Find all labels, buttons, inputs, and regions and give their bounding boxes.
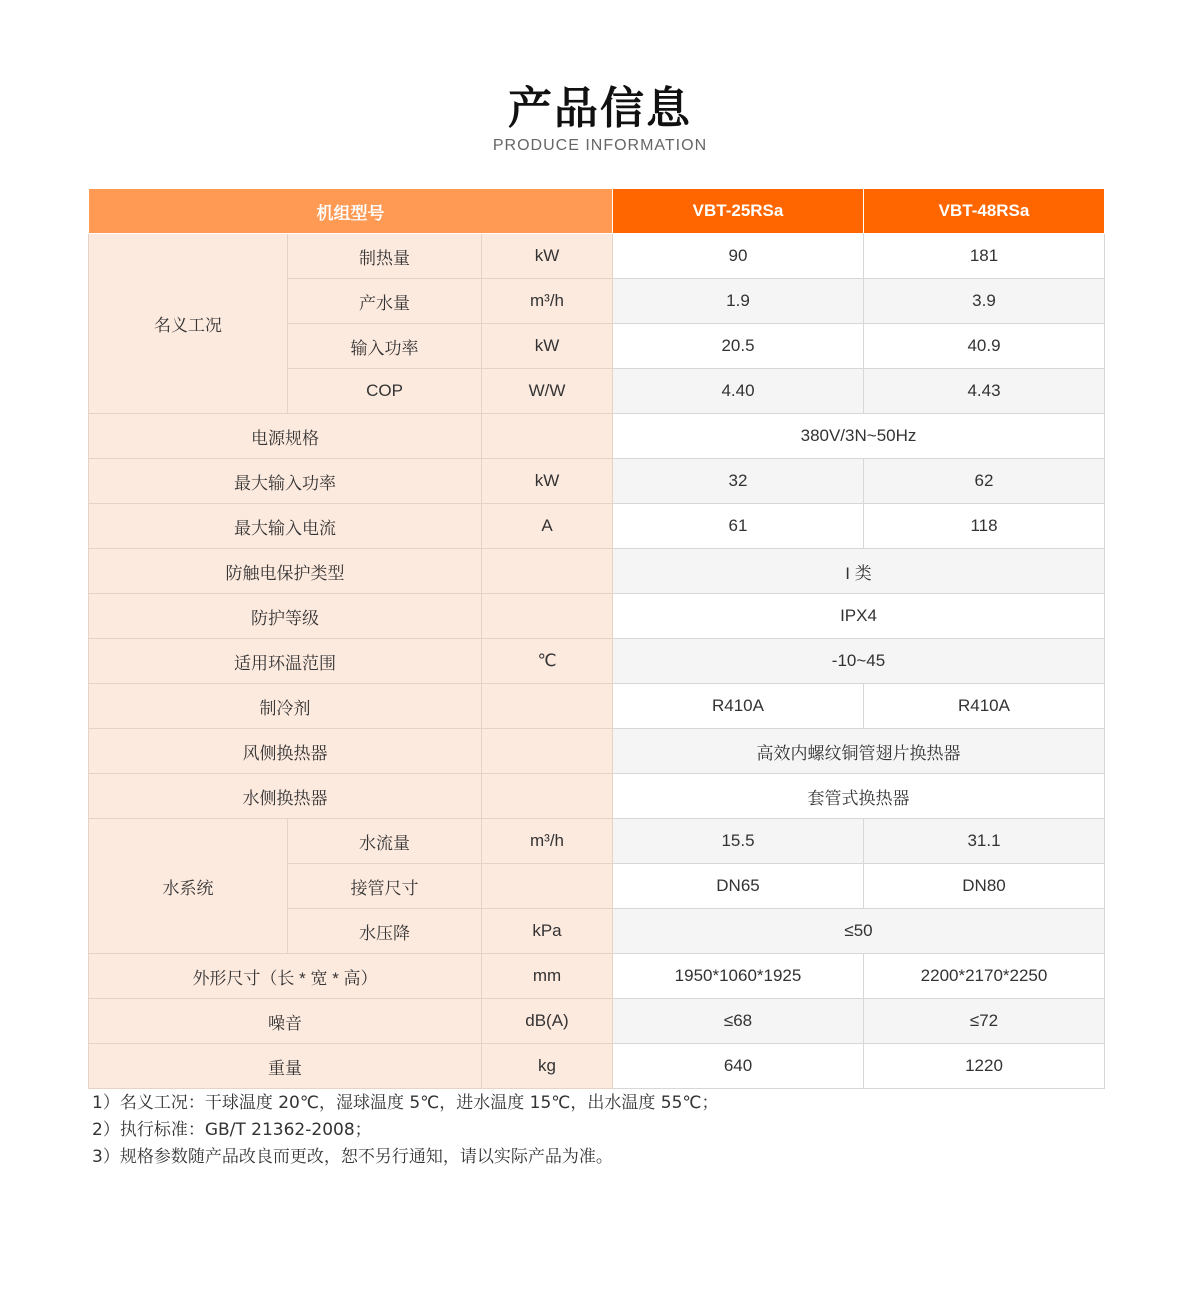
cell-model-2: ≤72 — [864, 999, 1105, 1044]
cell-model-1: DN65 — [613, 864, 864, 909]
row-unit: kW — [482, 324, 613, 369]
model-1-header: VBT-25RSa — [613, 189, 864, 234]
cell-model-1: 61 — [613, 504, 864, 549]
table-row — [89, 774, 1105, 819]
footnote-item: 1）名义工况：干球温度 20℃，湿球温度 5℃，进水温度 15℃，出水温度 55℃； — [92, 1093, 719, 1113]
cell-model-1: 4.40 — [613, 369, 864, 414]
cell-model-2: 40.9 — [864, 324, 1105, 369]
footnotes — [92, 1090, 719, 1171]
table-row — [89, 639, 1105, 684]
spec-table — [88, 188, 1105, 1089]
cell-shared: 套管式换热器 — [613, 774, 1105, 819]
row-label: 水流量 — [288, 819, 482, 864]
row-unit: kW — [482, 234, 613, 279]
row-label: 最大输入功率 — [89, 459, 482, 504]
row-unit — [482, 594, 613, 639]
cell-shared: 高效内螺纹铜管翅片换热器 — [613, 729, 1105, 774]
cell-model-2: DN80 — [864, 864, 1105, 909]
row-label: 防触电保护类型 — [89, 549, 482, 594]
cell-model-1: R410A — [613, 684, 864, 729]
table-row — [89, 414, 1105, 459]
row-label: 最大输入电流 — [89, 504, 482, 549]
row-unit: ℃ — [482, 639, 613, 684]
row-unit: mm — [482, 954, 613, 999]
row-label: 输入功率 — [288, 324, 482, 369]
table-row — [89, 729, 1105, 774]
cell-model-1: 15.5 — [613, 819, 864, 864]
row-unit — [482, 414, 613, 459]
cell-model-2: 4.43 — [864, 369, 1105, 414]
nominal-group-label: 名义工况 — [89, 234, 288, 414]
cell-model-2: R410A — [864, 684, 1105, 729]
cell-shared: 380V/3N~50Hz — [613, 414, 1105, 459]
row-label: 重量 — [89, 1044, 482, 1089]
water-group-label: 水系统 — [89, 819, 288, 954]
row-label: 电源规格 — [89, 414, 482, 459]
cell-model-1: 32 — [613, 459, 864, 504]
cell-model-2: 3.9 — [864, 279, 1105, 324]
cell-model-2: 62 — [864, 459, 1105, 504]
row-label: COP — [288, 369, 482, 414]
table-row — [89, 999, 1105, 1044]
cell-model-1: 90 — [613, 234, 864, 279]
table-row — [89, 594, 1105, 639]
row-unit: m³/h — [482, 819, 613, 864]
cell-model-1: 1950*1060*1925 — [613, 954, 864, 999]
row-unit — [482, 864, 613, 909]
cell-model-2: 1220 — [864, 1044, 1105, 1089]
row-label: 产水量 — [288, 279, 482, 324]
row-unit: kPa — [482, 909, 613, 954]
row-label: 防护等级 — [89, 594, 482, 639]
footnote-item: 3）规格参数随产品改良而更改，恕不另行通知，请以实际产品为准。 — [92, 1147, 613, 1167]
row-unit — [482, 774, 613, 819]
cell-shared: -10~45 — [613, 639, 1105, 684]
cell-shared: ≤50 — [613, 909, 1105, 954]
page-title: 产品信息 — [508, 83, 692, 134]
row-unit: W/W — [482, 369, 613, 414]
model-2-header: VBT-48RSa — [864, 189, 1105, 234]
row-unit — [482, 729, 613, 774]
table-row — [89, 1044, 1105, 1089]
row-label: 噪音 — [89, 999, 482, 1044]
table-row — [89, 234, 1105, 279]
table-row — [89, 684, 1105, 729]
footnote-item: 2）执行标准：GB/T 21362-2008； — [92, 1120, 372, 1140]
cell-model-1: ≤68 — [613, 999, 864, 1044]
row-label: 接管尺寸 — [288, 864, 482, 909]
header-label: 机组型号 — [89, 189, 613, 234]
row-label: 水压降 — [288, 909, 482, 954]
cell-model-1: 20.5 — [613, 324, 864, 369]
row-unit: m³/h — [482, 279, 613, 324]
cell-model-2: 2200*2170*2250 — [864, 954, 1105, 999]
page-subtitle: PRODUCE INFORMATION — [492, 137, 708, 154]
row-label: 制冷剂 — [89, 684, 482, 729]
row-unit: A — [482, 504, 613, 549]
cell-model-1: 640 — [613, 1044, 864, 1089]
cell-shared: I 类 — [613, 549, 1105, 594]
table-row — [89, 504, 1105, 549]
row-unit — [482, 684, 613, 729]
table-row — [89, 459, 1105, 504]
row-label: 外形尺寸（长 * 宽 * 高） — [89, 954, 482, 999]
row-label: 风侧换热器 — [89, 729, 482, 774]
row-unit — [482, 549, 613, 594]
cell-model-2: 31.1 — [864, 819, 1105, 864]
row-unit: kW — [482, 459, 613, 504]
table-row — [89, 549, 1105, 594]
row-label: 适用环温范围 — [89, 639, 482, 684]
table-row — [89, 819, 1105, 864]
cell-model-2: 181 — [864, 234, 1105, 279]
row-label: 水侧换热器 — [89, 774, 482, 819]
row-unit: dB(A) — [482, 999, 613, 1044]
row-label: 制热量 — [288, 234, 482, 279]
cell-shared: IPX4 — [613, 594, 1105, 639]
cell-model-1: 1.9 — [613, 279, 864, 324]
row-unit: kg — [482, 1044, 613, 1089]
cell-model-2: 118 — [864, 504, 1105, 549]
table-header-row — [89, 189, 1105, 234]
table-row — [89, 954, 1105, 999]
